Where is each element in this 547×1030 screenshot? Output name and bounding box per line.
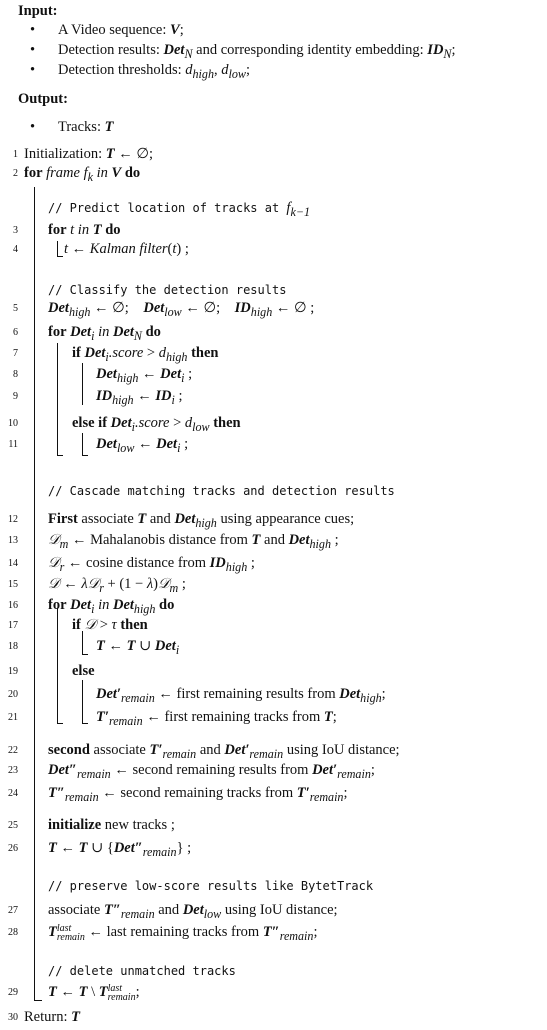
line-number: 7 <box>13 348 18 359</box>
line-number: 14 <box>8 558 18 569</box>
algo-line-26: T ← T ∪ $\{Det''_{remain}\}$ ; <box>48 840 192 859</box>
line-number: 19 <box>8 666 18 677</box>
comment-cascade: // Cascade matching tracks and detection results <box>48 484 395 498</box>
line-number: 26 <box>8 843 18 854</box>
line-number: 16 <box>8 600 18 611</box>
line-number: 9 <box>13 391 18 402</box>
for-frame-block-line <box>34 187 35 1000</box>
algo-line-8: Det$_{high}$ ← Det$_i$ ; <box>96 366 193 385</box>
algo-line-3: for t in T do <box>48 222 121 238</box>
line-number: 5 <box>13 303 18 314</box>
comment-delete: // delete unmatched tracks <box>48 964 236 978</box>
comment-classify: // Classify the detection results <box>48 283 287 297</box>
else-block-end <box>82 723 88 724</box>
bullet-icon: • <box>30 119 36 135</box>
line-number: 25 <box>8 820 18 831</box>
line-number: 15 <box>8 579 18 590</box>
algo-line-9: $ID_{high}$ ← $ID_i$ ; <box>96 388 183 407</box>
algo-line-30: Return: T <box>24 1009 80 1025</box>
algo-line-28: T last remain ← last remaining tracks from $T''_{remain}$; <box>48 922 318 943</box>
line-number: 17 <box>8 620 18 631</box>
for-t-block-line <box>57 241 58 256</box>
line-number: 8 <box>13 369 18 380</box>
algo-line-19: else <box>72 663 95 679</box>
if-d-block-end <box>82 654 88 655</box>
for-t-block-end <box>57 256 63 257</box>
bullet-icon: • <box>30 22 36 38</box>
algo-line-16: for Det$_i$ in Det$_{high}$ do <box>48 597 175 616</box>
line-number: 22 <box>8 745 18 756</box>
output-label: Output: <box>18 91 68 107</box>
algo-line-23: $Det''_{remain}$ ← second remaining results from $Det'_{remain}$; <box>48 762 375 781</box>
line-number: 6 <box>13 327 18 338</box>
line-number: 3 <box>13 225 18 236</box>
line-number: 10 <box>8 418 18 429</box>
algo-line-25: initialize new tracks ; <box>48 817 175 833</box>
elseif-block-line <box>82 433 83 455</box>
algo-line-7: if Det$_i$.score > $d_{high}$ then <box>72 345 219 364</box>
input-item-1: A Video sequence: V; <box>58 22 184 38</box>
algo-line-4: t ← Kalman filter(t) ; <box>64 241 189 257</box>
line-number: 4 <box>13 244 18 255</box>
line-number: 18 <box>8 641 18 652</box>
for-frame-block-end <box>34 1000 42 1001</box>
for-high-block-end <box>57 723 63 724</box>
algo-line-14: 𝒟$_r$ ← cosine distance from $ID_{high}$ ; <box>48 555 255 574</box>
line-number: 1 <box>13 149 18 160</box>
line-number: 28 <box>8 927 18 938</box>
algo-line-6: for Det$_i$ in Det$_N$ do <box>48 324 161 343</box>
output-item-1: Tracks: T <box>58 119 114 135</box>
line-number: 27 <box>8 905 18 916</box>
algo-line-18: T ← T ∪ Det$_i$ <box>96 638 180 657</box>
algo-line-15: 𝒟 ← λ𝒟$_r$ + (1 − λ)𝒟$_m$ ; <box>48 576 186 595</box>
algo-line-10: else if Det$_i$.score > $d_{low}$ then <box>72 415 241 434</box>
line-number: 13 <box>8 535 18 546</box>
if-d-block-line <box>82 631 83 654</box>
algo-line-1: Initialization: T ← ∅; <box>24 146 154 162</box>
line-number: 29 <box>8 987 18 998</box>
line-number: 24 <box>8 788 18 799</box>
input-label: Input: <box>18 3 58 19</box>
for-high-block-line <box>57 608 58 723</box>
input-item-2: Detection results: Det$_N$ and corresponding identity embedding: $ID_N$; <box>58 42 456 61</box>
algo-line-20: $Det'_{remain}$ ← first remaining results from Det$_{high}$; <box>96 686 386 705</box>
algo-line-29: T ← T \ T last remain ; <box>48 982 140 1003</box>
algo-line-27: associate $T''_{remain}$ and Det$_{low}$ using IoU distance; <box>48 902 338 921</box>
algo-line-11: Det$_{low}$ ← Det$_i$ ; <box>96 436 189 455</box>
bullet-icon: • <box>30 42 36 58</box>
input-item-3: Detection thresholds: $d_{high}$, $d_{low}$; <box>58 62 250 81</box>
line-number: 23 <box>8 765 18 776</box>
comment-predict: // Predict location of tracks at $f_{k-1}$ <box>48 200 311 219</box>
algo-line-17: if 𝒟 > τ then <box>72 617 148 633</box>
line-number: 21 <box>8 712 18 723</box>
line-number: 12 <box>8 514 18 525</box>
else-block-line <box>82 680 83 723</box>
algo-line-24: $T''_{remain}$ ← second remaining tracks from $T'_{remain}$; <box>48 785 348 804</box>
line-number: 30 <box>8 1012 18 1023</box>
algo-line-12: First associate T and Det$_{high}$ using appearance cues; <box>48 511 355 530</box>
line-number: 20 <box>8 689 18 700</box>
algo-line-13: 𝒟$_m$ ← Mahalanobis distance from T and Det$_{high}$ ; <box>48 532 339 551</box>
algo-line-21: $T'_{remain}$ ← first remaining tracks from T; <box>96 709 337 728</box>
line-number: 2 <box>13 168 18 179</box>
comment-preserve: // preserve low-score results like BytetTrack <box>48 879 374 893</box>
elseif-block-end <box>82 455 88 456</box>
for-det-block-end <box>57 455 63 456</box>
algo-line-5: Det$_{high}$ ← ∅; Det$_{low}$ ← ∅; $ID_{high}$ ← ∅ ; <box>48 300 315 319</box>
for-det-block-line <box>57 343 58 455</box>
line-number: 11 <box>8 439 18 450</box>
if-block-line <box>82 363 83 405</box>
algo-line-2: for frame $f_k$ in V do <box>24 165 141 184</box>
bullet-icon: • <box>30 62 36 78</box>
algo-line-22: second associate $T'_{remain}$ and $Det'_{remain}$ using IoU distance; <box>48 742 400 761</box>
